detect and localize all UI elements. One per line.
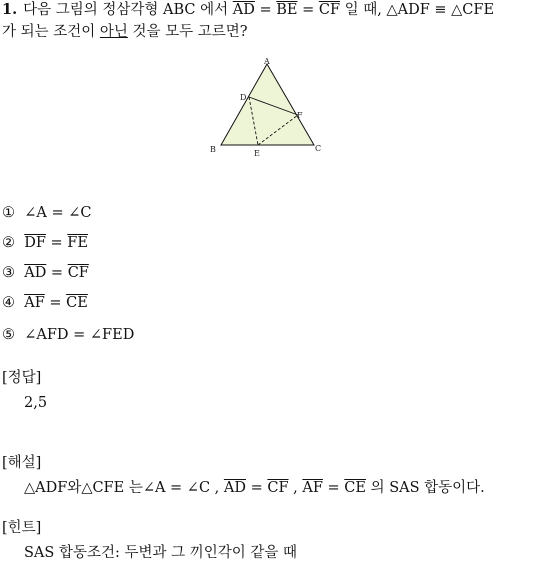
label-e: E: [254, 149, 260, 158]
choice-text: ∠AFD = ∠FED: [24, 327, 135, 343]
question-text-a: 다음 그림의 정삼각형 ABC 에서: [23, 2, 233, 18]
label-d: D: [240, 93, 247, 102]
choice-text: ∠A = ∠C: [24, 205, 92, 221]
choice-segment-1: $\overline{DF}$: [24, 235, 46, 251]
segment-ad: $\overline{AD}$: [232, 2, 255, 18]
choice-5[interactable]: [2, 325, 134, 345]
equals-sign: =: [297, 2, 319, 18]
equals-sign: =: [254, 2, 277, 18]
explanation-text: [24, 478, 485, 498]
choice-segment-1: $\overline{AF}$: [24, 295, 45, 311]
explanation-heading: [해설]: [2, 455, 42, 471]
choice-number: ④: [2, 295, 15, 311]
choice-1[interactable]: [2, 203, 91, 223]
question-text-c: 가 되는 조건이: [2, 24, 100, 40]
segment-cf: $\overline{CF}$: [267, 480, 289, 496]
choice-2[interactable]: [2, 233, 88, 253]
equals-sign: =: [44, 295, 67, 311]
label-b: B: [210, 145, 216, 154]
choice-number: ①: [2, 205, 15, 221]
choice-segment-1: $\overline{AD}$: [24, 265, 47, 281]
hint-heading: [힌트]: [2, 520, 42, 536]
question-number: 1.: [2, 1, 18, 18]
choice-segment-2: $\overline{CE}$: [66, 295, 88, 311]
question-underlined-word: 아닌: [99, 24, 128, 40]
question-line-1: [2, 0, 494, 20]
question-text-d: 것을 모두 고르면?: [127, 24, 248, 40]
segment-be: $\overline{BE}$: [276, 2, 298, 18]
equals-sign: =: [46, 265, 68, 281]
segment-ad: $\overline{AD}$: [223, 480, 246, 496]
equals-sign: =: [45, 235, 68, 251]
separator: ,: [288, 480, 303, 496]
answer-value: 2,5: [24, 395, 48, 411]
choice-number: ②: [2, 235, 15, 251]
answer-heading: [정답]: [2, 370, 42, 386]
choice-segment-2: $\overline{CF}$: [67, 265, 89, 281]
label-c: C: [315, 144, 322, 153]
choice-segment-2: $\overline{FE}$: [67, 235, 88, 251]
segment-cf: $\overline{CF}$: [318, 2, 341, 18]
equals-sign: =: [322, 480, 345, 496]
choice-4[interactable]: [2, 293, 88, 313]
triangle-figure: [205, 55, 330, 163]
segment-af: $\overline{AF}$: [302, 480, 323, 496]
choice-number: ③: [2, 265, 15, 281]
explanation-part: 의 SAS 합동이다.: [365, 480, 485, 496]
explanation-part: △ADF와△CFE 는∠A = ∠C ,: [24, 480, 224, 496]
equals-sign: =: [246, 480, 268, 496]
question-line-2: [2, 22, 248, 42]
question-text-b: 일 때, △ADF ≡ △CFE: [340, 2, 495, 18]
hint-text: SAS 합동조건: 두변과 그 끼인각이 같을 때: [24, 545, 297, 561]
choice-3[interactable]: [2, 263, 89, 283]
choice-number: ⑤: [2, 327, 15, 343]
triangle-abc: [221, 64, 314, 145]
label-a: A: [264, 57, 270, 66]
label-f: F: [297, 111, 303, 120]
segment-ce: $\overline{CE}$: [344, 480, 366, 496]
